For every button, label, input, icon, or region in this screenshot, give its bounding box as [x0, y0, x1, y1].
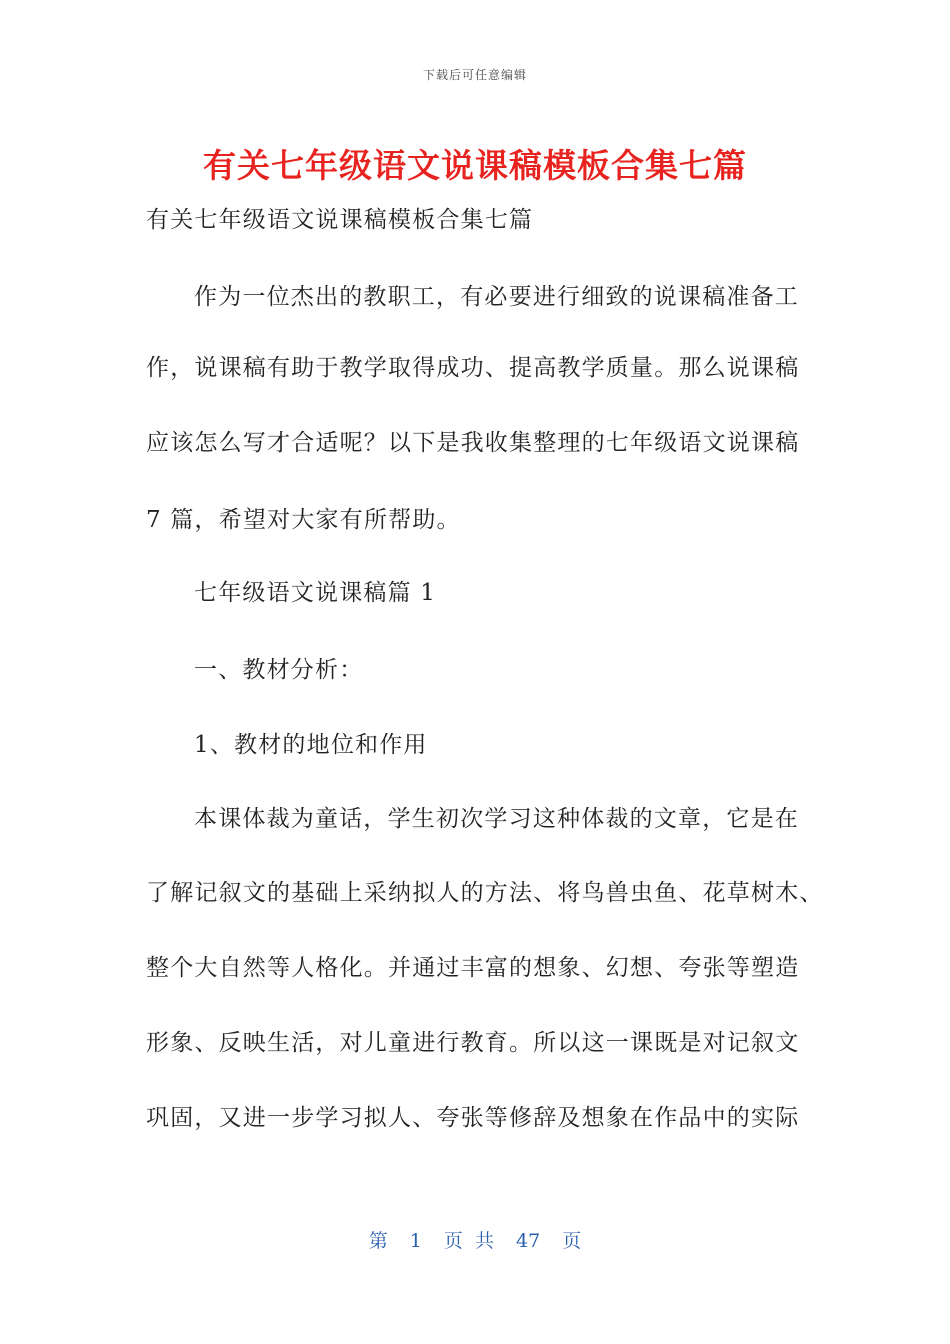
footer-middle: 页 共: [443, 1230, 494, 1252]
paragraph-line: 7 篇，希望对大家有所帮助。: [146, 507, 461, 533]
page-number-footer: [0, 1226, 950, 1253]
subtitle-line: 有关七年级语文说课稿模板合集七篇: [146, 207, 534, 233]
page-header-note: 下载后可任意编辑: [422, 68, 527, 82]
section-heading: 一、教材分析：: [194, 657, 364, 683]
section-heading: 七年级语文说课稿篇 1: [194, 580, 437, 606]
document-title: 有关七年级语文说课稿模板合集七篇: [203, 146, 747, 185]
paragraph-line: 作为一位杰出的教职工，有必要进行细致的说课稿准备工: [194, 284, 799, 310]
subsection-heading: 1、教材的地位和作用: [194, 732, 428, 758]
paragraph-line: 巩固，又进一步学习拟人、夸张等修辞及想象在作品中的实际: [146, 1105, 800, 1131]
footer-prefix: 第: [368, 1230, 388, 1252]
paragraph-line: 应该怎么写才合适呢？以下是我收集整理的七年级语文说课稿: [146, 430, 800, 456]
paragraph-line: 本课体裁为童话，学生初次学习这种体裁的文章，它是在: [194, 806, 799, 832]
paragraph-line: 形象、反映生活，对儿童进行教育。所以这一课既是对记叙文: [146, 1030, 800, 1056]
current-page-number: 1: [409, 1230, 422, 1252]
paragraph-line: 整个大自然等人格化。并通过丰富的想象、幻想、夸张等塑造: [146, 955, 800, 981]
paragraph-line: 作，说课稿有助于教学取得成功、提高教学质量。那么说课稿: [146, 355, 800, 381]
paragraph-line: 了解记叙文的基础上采纳拟人的方法、将鸟兽虫鱼、花草树木、: [146, 880, 824, 906]
total-pages-number: 47: [516, 1230, 541, 1252]
footer-suffix: 页: [562, 1230, 582, 1252]
